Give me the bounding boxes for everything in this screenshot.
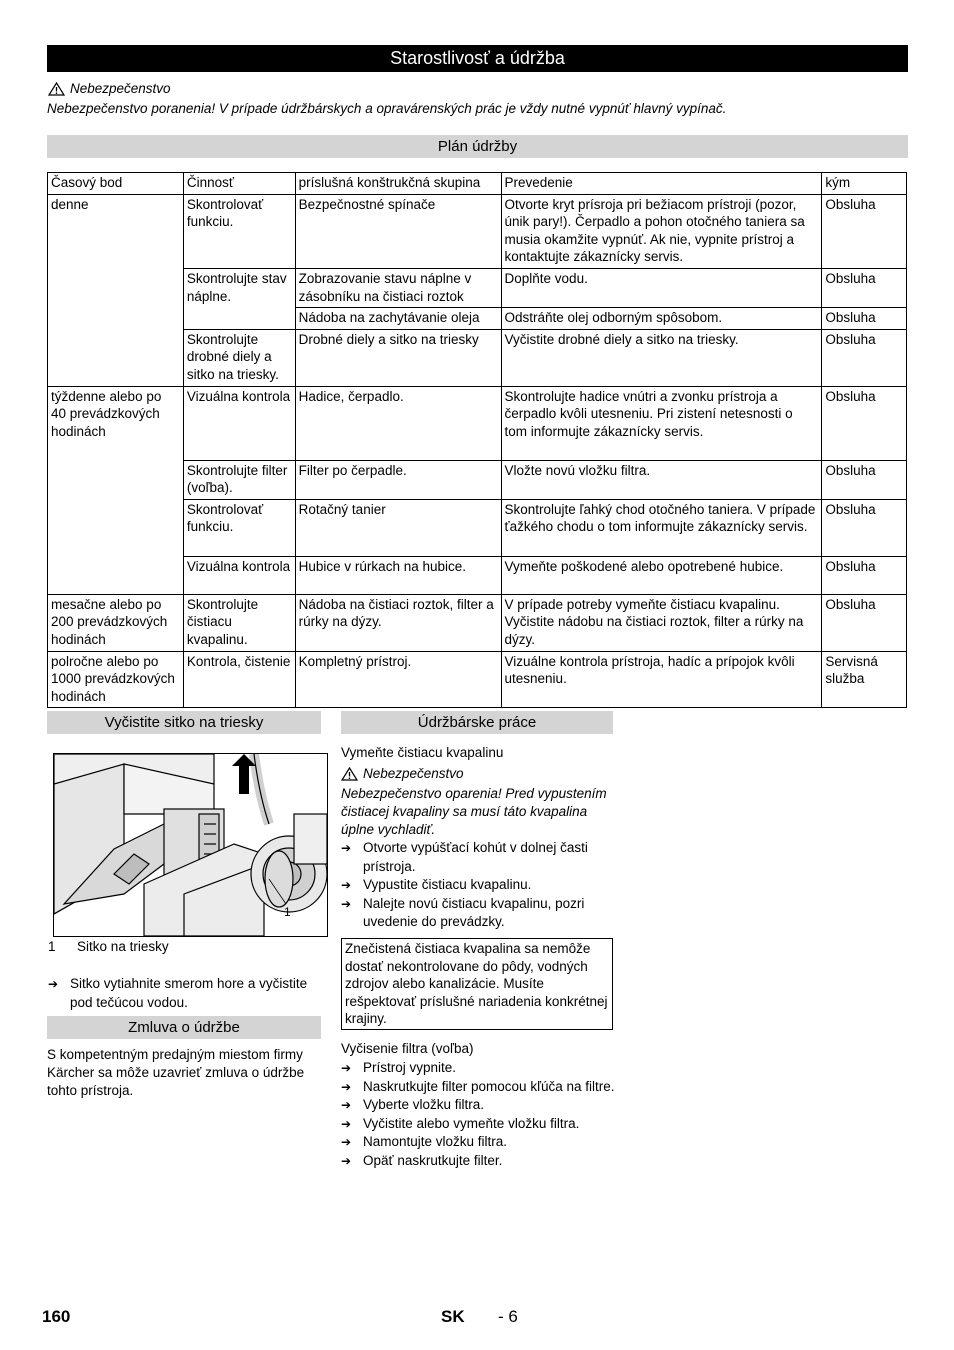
page-number: 160 xyxy=(42,1307,71,1326)
legend-number: 1 xyxy=(48,939,56,954)
figure-callout-1: 1 xyxy=(284,905,291,919)
cell-who: Obsluha xyxy=(822,499,907,556)
cell-execution: Doplňte vodu. xyxy=(501,268,822,307)
cell-execution: Vyčistite drobné diely a sitko na triesky. xyxy=(501,329,822,386)
cell-group: Hubice v rúrkach na hubice. xyxy=(295,556,501,594)
cell-group: Bezpečnostné spínače xyxy=(295,194,501,268)
legend-text: Sitko na triesky xyxy=(77,939,169,954)
cell-activity: Skontrolujte stav náplne. xyxy=(183,268,295,329)
column-header: príslušná konštrukčná skupina xyxy=(295,173,501,195)
sieve-steps xyxy=(48,975,323,1012)
cell-activity: Skontrolujte čistiacu kvapalinu. xyxy=(183,594,295,651)
list-item: ➔ Opäť naskrutkujte filter. xyxy=(341,1152,616,1171)
cell-execution: Skontrolujte hadice vnútri a zvonku prístroja a čerpadlo kvôli utesneniu. Pri zistení netesnosti o tom informujte zákaznícky servis. xyxy=(501,386,822,460)
column-header: kým xyxy=(822,173,907,195)
arrow-right-icon: ➔ xyxy=(341,1135,352,1149)
cell-who: Obsluha xyxy=(822,194,907,268)
cell-activity: Skontrolovať funkciu. xyxy=(183,194,295,268)
column-header: Činnosť xyxy=(183,173,295,195)
cell-group: Zobrazovanie stavu náplne v zásobníku na čistiaci roztok xyxy=(295,268,501,307)
replace-steps xyxy=(341,839,613,932)
cell-time: polročne alebo po 1000 prevádzkových hodinách xyxy=(48,651,184,708)
table-row xyxy=(48,594,907,651)
section-page: - 6 xyxy=(498,1307,518,1326)
cell-who: Obsluha xyxy=(822,556,907,594)
warning-header-top xyxy=(48,81,171,96)
arrow-right-icon: ➔ xyxy=(341,1061,352,1075)
list-item: ➔ Prístroj vypnite. xyxy=(341,1059,616,1078)
warning-label: Nebezpečenstvo xyxy=(70,81,171,96)
cell-activity: Skontrolujte drobné diely a sitko na triesky. xyxy=(183,329,295,386)
arrow-right-icon: ➔ xyxy=(341,1079,352,1094)
cell-group: Kompletný prístroj. xyxy=(295,651,501,708)
column-header: Časový bod xyxy=(48,173,184,195)
list-item: ➔ Sitko vytiahnite smerom hore a vyčistite pod tečúcou vodou. xyxy=(48,976,308,1010)
table-row xyxy=(48,651,907,708)
filter-steps xyxy=(341,1059,616,1170)
chip-sieve-figure xyxy=(53,753,328,937)
cell-time: týždenne alebo po 40 prevádzkových hodinách xyxy=(48,386,184,594)
cell-group: Nádoba na čistiaci roztok, filter a rúrky na dýzy. xyxy=(295,594,501,651)
cell-who: Obsluha xyxy=(822,268,907,307)
cell-who: Servisná služba xyxy=(822,651,907,708)
machine-illustration xyxy=(54,754,327,936)
cell-activity: Skontrolovať funkciu. xyxy=(183,499,295,556)
cell-execution: Otvorte kryt prísroja pri bežiacom prístroji (pozor, únik pary!). Čerpadlo a pohon otočného taniera sa musia okamžite vypnúť. Ak nie, vypnite prístroj a kontaktujte zákaznícky servis. xyxy=(501,194,822,268)
list-item: ➔ Naskrutkujte filter pomocou kľúča na filtre. xyxy=(341,1078,616,1097)
cell-execution: Skontrolujte ľahký chod otočného taniera. V prípade ťažkého chodu o tom informujte zákaznícky servis. xyxy=(501,499,822,556)
cell-execution: Vložte novú vložku filtra. xyxy=(501,460,822,499)
scald-warning-text: Nebezpečenstvo oparenia! Pred vypustením čistiacej kvapaliny sa musí táto kvapalina úplne vychladiť. xyxy=(341,786,607,837)
page-title: Starostlivosť a údržba xyxy=(47,45,908,72)
column-header: Prevedenie xyxy=(501,173,822,195)
cell-who: Obsluha xyxy=(822,594,907,651)
cell-time: mesačne alebo po 200 prevádzkových hodinách xyxy=(48,594,184,651)
cell-group: Filter po čerpadle. xyxy=(295,460,501,499)
table-row xyxy=(48,386,907,460)
cell-group: Nádoba na zachytávanie oleja xyxy=(295,308,501,330)
contract-text: S kompetentným predajným miestom firmy Kärcher sa môže uzavrieť zmluva o údržbe tohto prístroja. xyxy=(47,1047,305,1098)
list-item: ➔ Nalejte novú čistiacu kvapalinu, pozri uvedenie do prevádzky. xyxy=(341,895,585,929)
cell-execution: Odstráňte olej odborným spôsobom. xyxy=(501,308,822,330)
cell-activity: Vizuálna kontrola xyxy=(183,386,295,460)
filter-cleaning-title: Vyčisenie filtra (voľba) xyxy=(341,1041,474,1056)
sieve-heading: Vyčistite sitko na triesky xyxy=(47,711,321,734)
cell-who: Obsluha xyxy=(822,460,907,499)
cell-activity: Skontrolujte filter (voľba). xyxy=(183,460,295,499)
table-header-row xyxy=(48,173,907,195)
contract-heading: Zmluva o údržbe xyxy=(47,1016,321,1039)
cell-who: Obsluha xyxy=(822,308,907,330)
environment-note: Znečistená čistiaca kvapalina sa nemôže dostať nekontrolovane do pôdy, vodných zdrojov alebo kanalizácie. Musíte rešpektovať príslušné nariadenia konkrétnej krajiny. xyxy=(341,938,613,1030)
maintenance-plan-heading: Plán údržby xyxy=(47,135,908,158)
arrow-right-icon: ➔ xyxy=(341,896,352,911)
arrow-right-icon: ➔ xyxy=(341,878,352,892)
warning-triangle-icon xyxy=(341,767,358,781)
list-item: ➔ Vyčistite alebo vymeňte vložku filtra. xyxy=(341,1115,616,1134)
arrow-right-icon: ➔ xyxy=(341,841,352,855)
arrow-right-icon: ➔ xyxy=(341,1098,352,1112)
warning-text: Nebezpečenstvo poranenia! V prípade údržbárskych a opravárenských prác je vždy nutné vypnúť hlavný vypínač. xyxy=(47,101,727,116)
cell-group: Hadice, čerpadlo. xyxy=(295,386,501,460)
cell-group: Rotačný tanier xyxy=(295,499,501,556)
list-item: ➔ Vyberte vložku filtra. xyxy=(341,1096,616,1115)
arrow-right-icon: ➔ xyxy=(48,977,59,991)
replace-liquid-title: Vymeňte čistiacu kvapalinu xyxy=(341,745,504,760)
cell-time: denne xyxy=(48,194,184,386)
cell-execution: V prípade potreby vymeňte čistiacu kvapalinu. Vyčistite nádobu na čistiaci roztok, filter a rúrky na dýzy. xyxy=(501,594,822,651)
language-code: SK xyxy=(441,1307,465,1326)
arrow-right-icon: ➔ xyxy=(341,1116,352,1131)
cell-who: Obsluha xyxy=(822,329,907,386)
list-item: ➔ Namontujte vložku filtra. xyxy=(341,1133,616,1152)
list-item: ➔ Vypustite čistiacu kvapalinu. xyxy=(341,876,613,895)
cell-who: Obsluha xyxy=(822,386,907,460)
maintenance-plan-table xyxy=(47,172,907,708)
maintenance-work-heading: Údržbárske práce xyxy=(341,711,613,734)
cell-execution: Vizuálne kontrola prístroja, hadíc a prípojok kvôli utesneniu. xyxy=(501,651,822,708)
cell-activity: Vizuálna kontrola xyxy=(183,556,295,594)
table-row xyxy=(48,194,907,268)
cell-group: Drobné diely a sitko na triesky xyxy=(295,329,501,386)
figure-legend xyxy=(48,938,318,956)
arrow-right-icon: ➔ xyxy=(341,1153,352,1168)
warning-header-right xyxy=(341,766,464,781)
warning-triangle-icon xyxy=(48,82,65,96)
cell-activity: Kontrola, čistenie xyxy=(183,651,295,708)
warning-label: Nebezpečenstvo xyxy=(363,766,464,781)
cell-execution: Vymeňte poškodené alebo opotrebené hubice. xyxy=(501,556,822,594)
list-item: ➔ Otvorte vypúšťací kohút v dolnej časti prístroja. xyxy=(341,840,588,874)
